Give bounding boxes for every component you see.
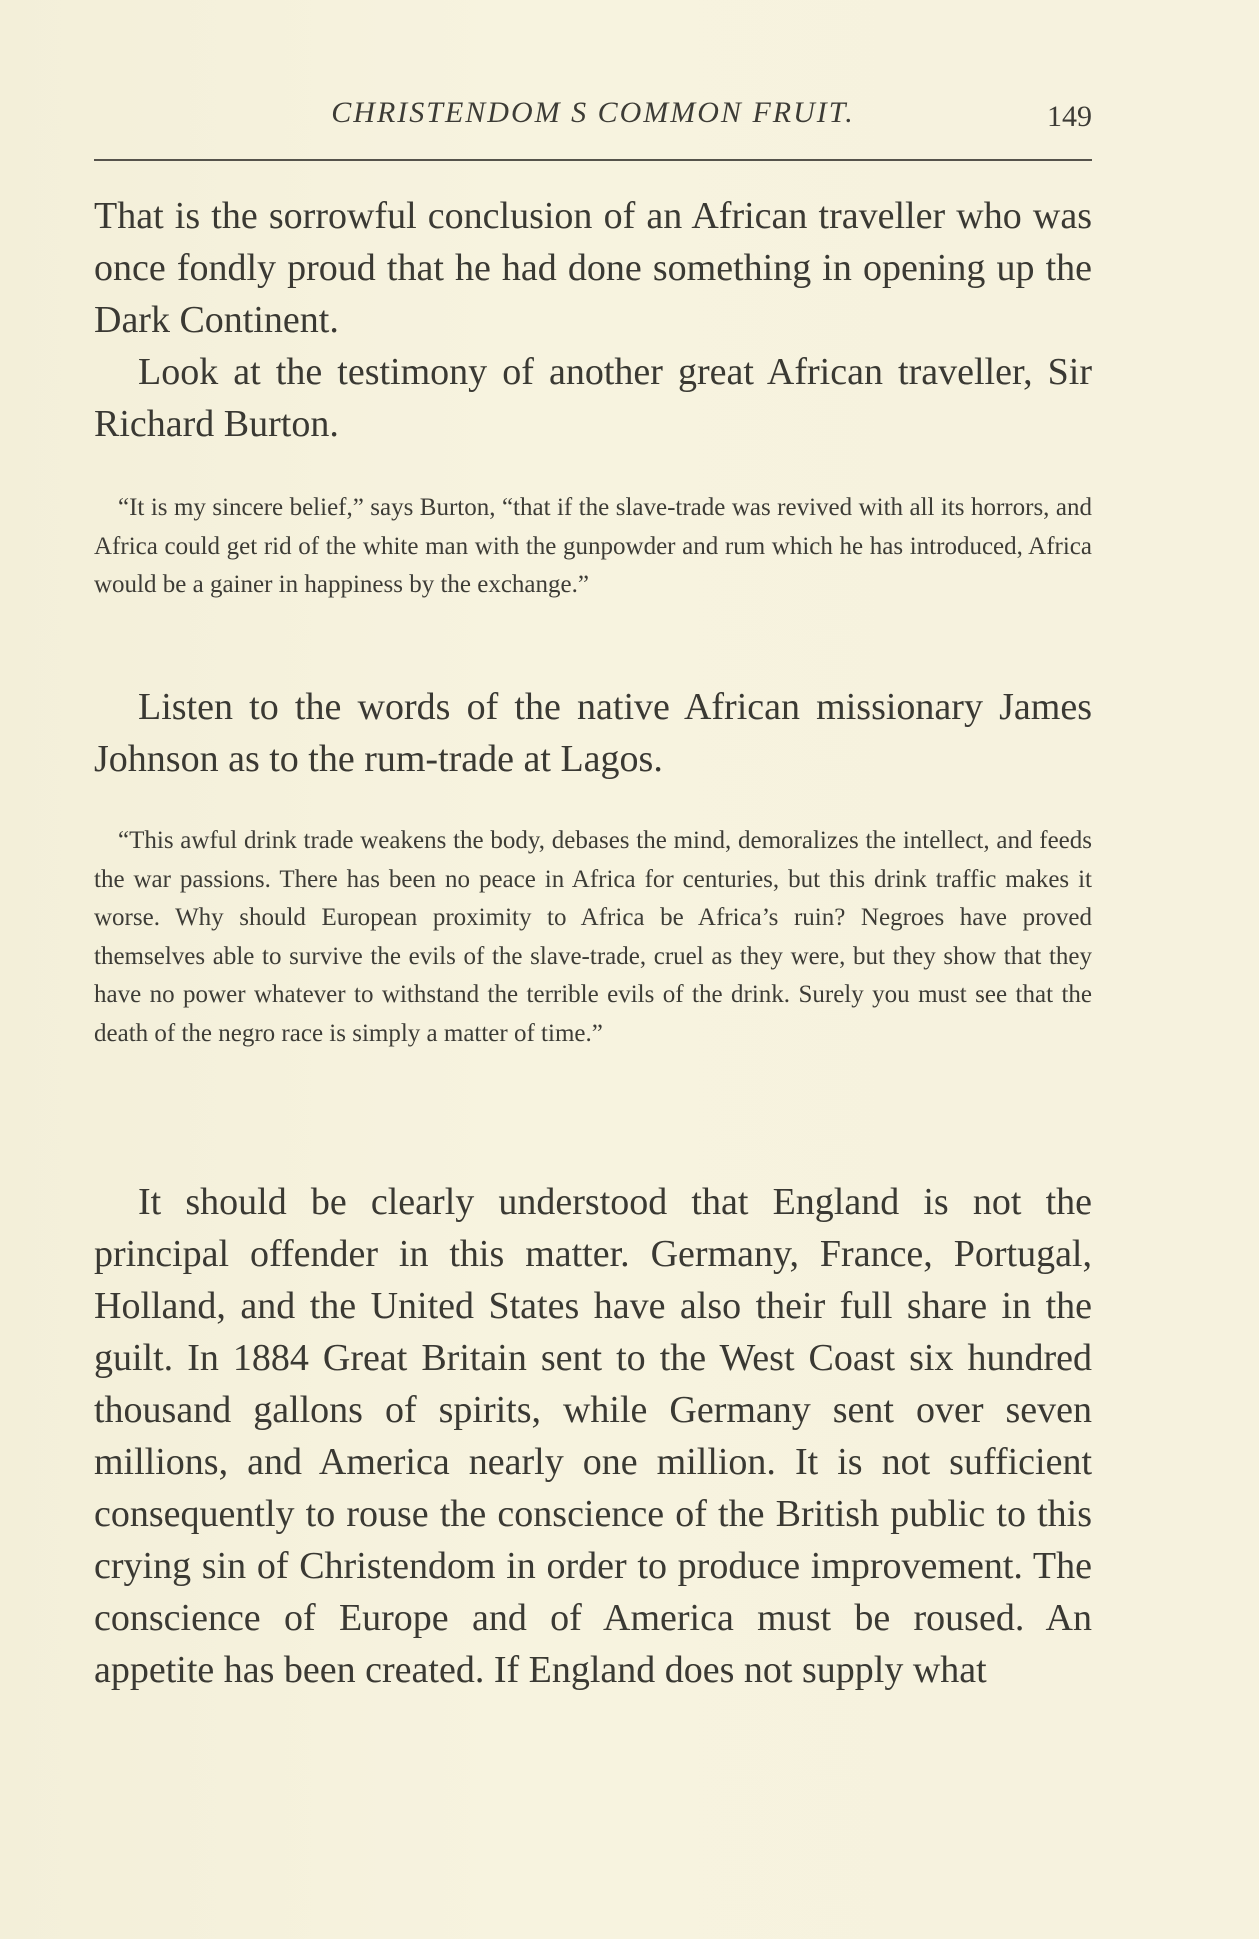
paragraph-2: Look at the testimony of another great African traveller, Sir Richard Burton.	[94, 351, 1092, 445]
page-number: 149	[1047, 100, 1092, 133]
paragraph-1: That is the sorrowful conclusion of an African traveller who was once fondly proud that he had done something in opening up the Dark Continent.	[94, 195, 1092, 341]
quote-burton: “It is my sincere belief,” says Burton, “that if the slave-trade was revived with all its horrors, and Africa could get rid of the white man with the gunpowder and rum which he has introduced, Africa would be a gainer in happiness by the exchange.”	[94, 494, 1092, 598]
quote-johnson: “This awful drink trade weakens the body, debases the mind, demoralizes the intellect, and feeds the war passions. There has been no peace in Africa for centuries, but this drink traffic makes it worse. Why should European proximity to Africa be Africa’s ruin? Negroes have proved themselves able to survive the evils of the slave-trade, cruel as they were, but they show that they have no power whatever to withstand the terrible evils of the drink. Surely you must see that the death of the negro race is simply a matter of time.”	[94, 827, 1092, 1047]
running-head: CHRISTENDOM S COMMON FRUIT.	[331, 96, 855, 129]
page-header	[94, 96, 1092, 144]
header-rule	[94, 159, 1092, 161]
paragraph-4: It should be clearly understood that England is not the principal offender in this matter. Germany, France, Portugal, Holland, and the United States have also their full share in the guilt. In 1884 Great Britain sent to the West Coast six hundred thousand gallons of spirits, while Germany sent over seven millions, and America nearly one million. It is not sufficient consequently to rouse the conscience of the British public to this crying sin of Christendom in order to produce improvement. The conscience of Europe and of America must be roused. An appetite has been created. If England does not supply what	[94, 1181, 1092, 1691]
paragraph-3: Listen to the words of the native African missionary James Johnson as to the rum-trade at Lagos.	[94, 686, 1092, 780]
